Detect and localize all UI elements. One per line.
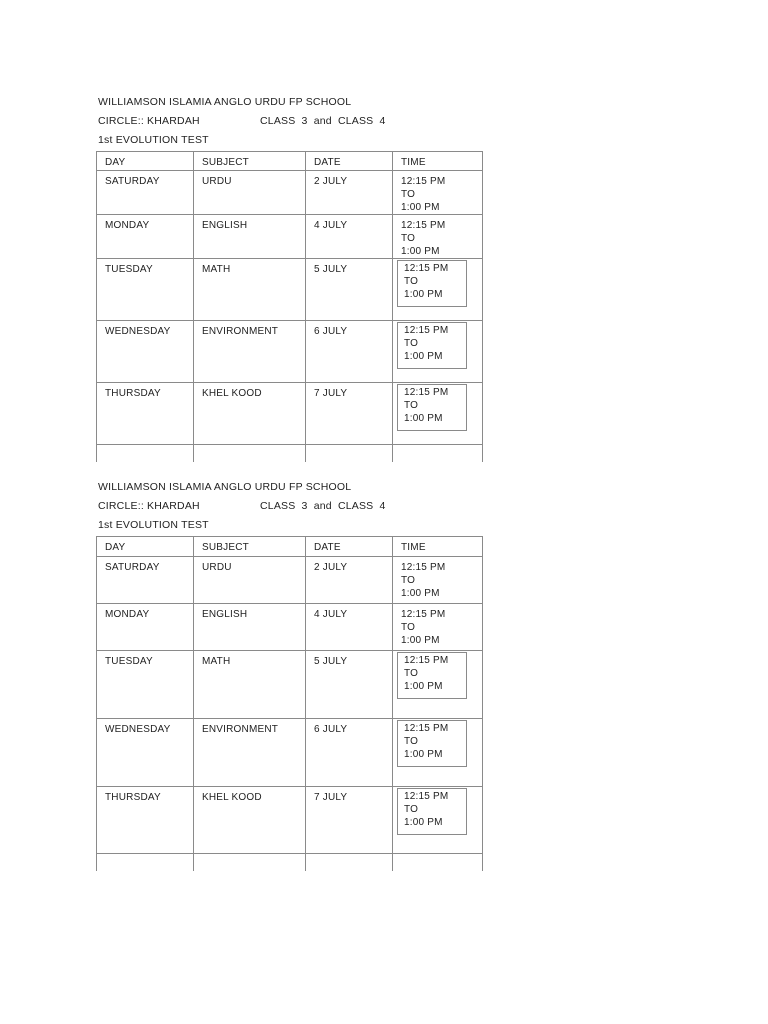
header-subject: SUBJECT: [194, 152, 306, 171]
time-until: 1:00 PM: [404, 413, 443, 424]
table-row: [97, 215, 483, 259]
time-to: TO: [404, 736, 419, 747]
table-row: [97, 171, 483, 215]
time-from: 12:15 PM: [401, 176, 446, 187]
table-row: [97, 383, 483, 445]
subject-cell: ENVIRONMENT: [194, 719, 306, 787]
time-from: 12:15 PM: [404, 655, 449, 666]
table-row-empty: [97, 854, 483, 871]
date-cell: 6 JULY: [306, 719, 393, 787]
time-to: TO: [401, 233, 416, 244]
time-range: [401, 608, 445, 647]
day-cell: TUESDAY: [97, 259, 194, 321]
day-cell: THURSDAY: [97, 383, 194, 445]
time-from: 12:15 PM: [404, 791, 449, 802]
header-day: DAY: [97, 152, 194, 171]
header-date: DATE: [306, 152, 393, 171]
subject-cell: KHEL KOOD: [194, 383, 306, 445]
time-cell: [393, 171, 483, 215]
circle-class-line: [96, 112, 482, 131]
time-range: [397, 720, 467, 767]
subject-cell: MATH: [194, 259, 306, 321]
subject-cell: KHEL KOOD: [194, 787, 306, 854]
circle-class-line: [96, 497, 482, 516]
table-row: [97, 259, 483, 321]
time-until: 1:00 PM: [404, 681, 443, 692]
day-cell: MONDAY: [97, 215, 194, 259]
table-row: [97, 321, 483, 383]
time-from: 12:15 PM: [404, 387, 449, 398]
day-cell: SATURDAY: [97, 171, 194, 215]
table-row: [97, 557, 483, 604]
time-until: 1:00 PM: [404, 749, 443, 760]
time-cell: [393, 215, 483, 259]
time-range: [397, 260, 467, 307]
day-cell: TUESDAY: [97, 651, 194, 719]
date-cell: 4 JULY: [306, 215, 393, 259]
day-cell: THURSDAY: [97, 787, 194, 854]
date-cell: 2 JULY: [306, 171, 393, 215]
time-to: TO: [404, 668, 419, 679]
time-range: [397, 652, 467, 699]
time-to: TO: [404, 400, 419, 411]
day-cell: MONDAY: [97, 604, 194, 651]
class-label: CLASS 3 and CLASS 4: [260, 500, 386, 512]
time-from: 12:15 PM: [404, 723, 449, 734]
test-title: 1st EVOLUTION TEST: [98, 519, 209, 531]
date-cell: 2 JULY: [306, 557, 393, 604]
subject-cell: ENGLISH: [194, 604, 306, 651]
time-range: [397, 384, 467, 431]
header-time: TIME: [393, 152, 483, 171]
time-cell: [393, 383, 483, 445]
time-from: 12:15 PM: [401, 609, 446, 620]
time-to: TO: [404, 276, 419, 287]
time-until: 1:00 PM: [404, 289, 443, 300]
school-name: WILLIAMSON ISLAMIA ANGLO URDU FP SCHOOL: [98, 96, 352, 108]
date-cell: 5 JULY: [306, 259, 393, 321]
class-label: CLASS 3 and CLASS 4: [260, 115, 386, 127]
time-cell: [393, 604, 483, 651]
test-title: 1st EVOLUTION TEST: [98, 134, 209, 146]
table-row: [97, 651, 483, 719]
time-until: 1:00 PM: [401, 588, 440, 599]
time-until: 1:00 PM: [404, 351, 443, 362]
time-cell: [393, 259, 483, 321]
subject-cell: URDU: [194, 557, 306, 604]
exam-schedule-table: [96, 151, 483, 462]
time-cell: [393, 321, 483, 383]
date-cell: 5 JULY: [306, 651, 393, 719]
time-cell: [393, 719, 483, 787]
time-cell: [393, 557, 483, 604]
date-cell: 6 JULY: [306, 321, 393, 383]
school-name: WILLIAMSON ISLAMIA ANGLO URDU FP SCHOOL: [98, 481, 352, 493]
table-header-row: [97, 537, 483, 557]
time-from: 12:15 PM: [401, 562, 446, 573]
date-cell: 7 JULY: [306, 787, 393, 854]
time-range: [401, 175, 445, 214]
subject-cell: MATH: [194, 651, 306, 719]
day-cell: WEDNESDAY: [97, 321, 194, 383]
table-row: [97, 787, 483, 854]
time-to: TO: [401, 575, 416, 586]
time-to: TO: [401, 622, 416, 633]
time-range: [401, 219, 445, 258]
time-range: [397, 788, 467, 835]
time-cell: [393, 787, 483, 854]
day-cell: WEDNESDAY: [97, 719, 194, 787]
time-range: [397, 322, 467, 369]
table-row: [97, 604, 483, 651]
time-until: 1:00 PM: [404, 817, 443, 828]
table-header-row: [97, 152, 483, 171]
header-day: DAY: [97, 537, 194, 557]
header-time: TIME: [393, 537, 483, 557]
exam-schedule-table: [96, 536, 483, 871]
time-from: 12:15 PM: [404, 263, 449, 274]
time-to: TO: [401, 189, 416, 200]
table-row: [97, 719, 483, 787]
time-from: 12:15 PM: [404, 325, 449, 336]
date-cell: 7 JULY: [306, 383, 393, 445]
header-date: DATE: [306, 537, 393, 557]
time-to: TO: [404, 804, 419, 815]
table-row-empty: [97, 445, 483, 462]
time-to: TO: [404, 338, 419, 349]
time-cell: [393, 651, 483, 719]
header-subject: SUBJECT: [194, 537, 306, 557]
time-until: 1:00 PM: [401, 635, 440, 646]
date-cell: 4 JULY: [306, 604, 393, 651]
time-range: [401, 561, 445, 600]
subject-cell: URDU: [194, 171, 306, 215]
time-until: 1:00 PM: [401, 246, 440, 257]
subject-cell: ENGLISH: [194, 215, 306, 259]
time-until: 1:00 PM: [401, 202, 440, 213]
schedule-sheet: [96, 93, 482, 462]
subject-cell: ENVIRONMENT: [194, 321, 306, 383]
time-from: 12:15 PM: [401, 220, 446, 231]
day-cell: SATURDAY: [97, 557, 194, 604]
schedule-sheet: [96, 478, 482, 871]
circle-label: CIRCLE:: KHARDAH: [98, 115, 200, 127]
circle-label: CIRCLE:: KHARDAH: [98, 500, 200, 512]
